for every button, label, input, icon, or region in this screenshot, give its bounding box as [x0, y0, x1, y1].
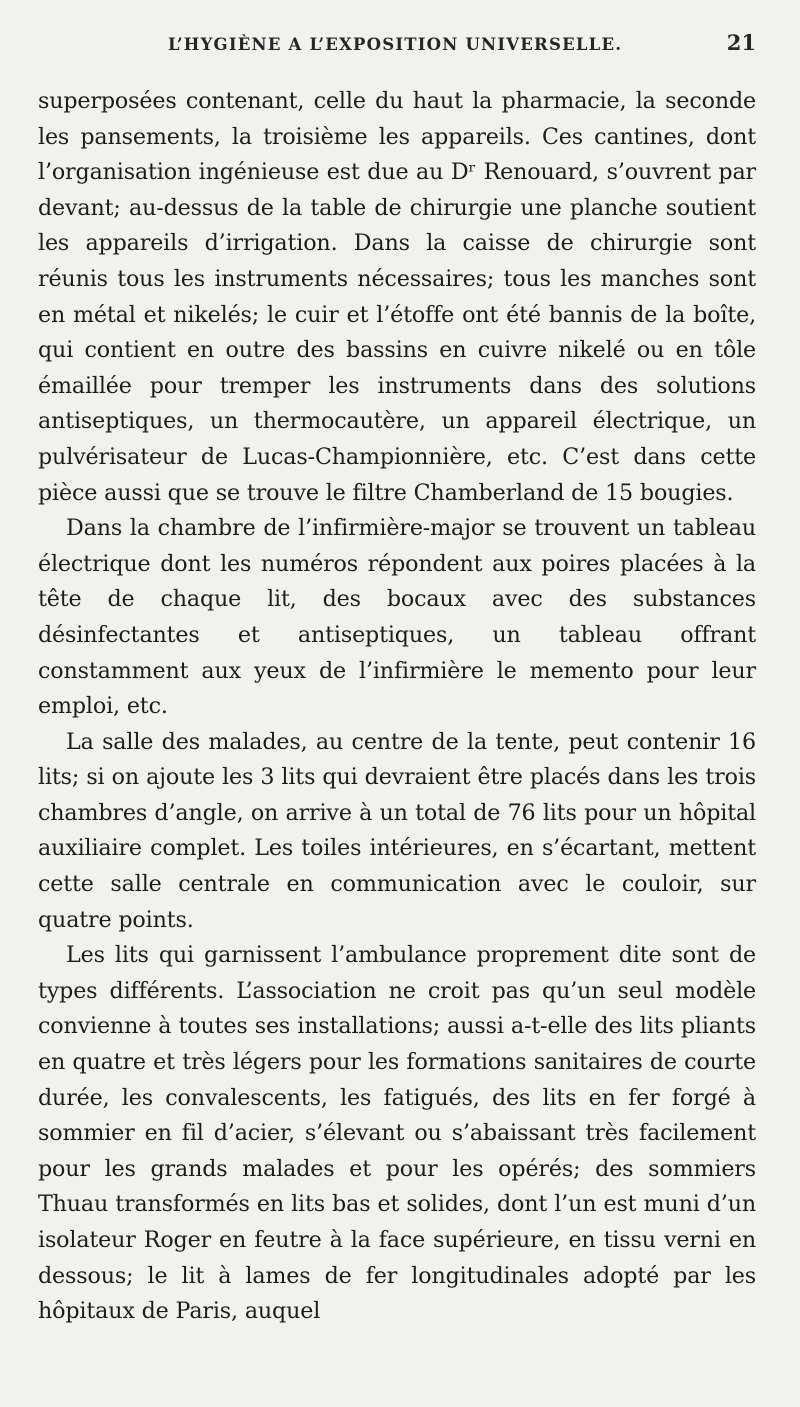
paragraph-continuation: superposées contenant, celle du haut la pharmacie, la seconde les pansements, la troisième les appareils. Ces cantines, dont l’organisation ingénieuse est due au Dʳ Renouard, s’ouvrent par devant; au-dessus de la table de chirurgie une planche soutient les appareils d’irrigation. Dans la caisse de chirurgie sont réunis tous les instruments nécessaires; tous les manches sont en métal et nikelés; le cuir et l’étoffe ont été bannis de la boîte, qui contient en outre des bassins en cuivre nikelé ou en tôle émaillée pour tremper les instruments dans des solutions antiseptiques, un thermocautère, un appareil électrique, un pulvérisateur de Lucas-Championnière, etc. C’est dans cette pièce aussi que se trouve le filtre Chamberland de 15 bougies. [38, 88, 756, 506]
paragraph-infirmiere: Dans la chambre de l’infirmière-major se trouvent un tableau électrique dont les numéros répondent aux poires placées à la tête de chaque lit, des bocaux avec des substances désinfectantes et antiseptiques, un tableau offrant constamment aux yeux de l’infirmière le memento pour leur emploi, etc. [38, 515, 756, 720]
paragraph-lits: Les lits qui garnissent l’ambulance proprement dite sont de types différents. L’association ne croit pas qu’un seul modèle convienne à toutes ses installations; aussi a-t-elle des lits pliants en quatre et très légers pour les formations sanitaires de courte durée, les convalescents, les fatigués, des lits en fer forgé à sommier en fil d’acier, s’élevant ou s’abaissant très facilement pour les grands malades et pour les opérés; des sommiers Thuau transformés en lits bas et solides, dont l’un est muni d’un isolateur Roger en feutre à la face supérieure, en tissu verni en dessous; le lit à lames de fer longitudinales adopté par les hôpitaux de Paris, auquel [38, 942, 756, 1325]
running-header [38, 30, 756, 70]
page-number: 21 [726, 30, 756, 55]
paragraph-salle-malades: La salle des malades, au centre de la tente, peut contenir 16 lits; si on ajoute les 3 lits qui devraient être placés dans les trois chambres d’angle, on arrive à un total de 76 lits pour un hôpital auxiliaire complet. Les toiles intérieures, en s’écartant, mettent cette salle centrale en communication avec le couloir, sur quatre points. [38, 728, 756, 933]
body-text [38, 84, 756, 1330]
running-title: L’HYGIÈNE A L’EXPOSITION UNIVERSELLE. [168, 35, 623, 54]
